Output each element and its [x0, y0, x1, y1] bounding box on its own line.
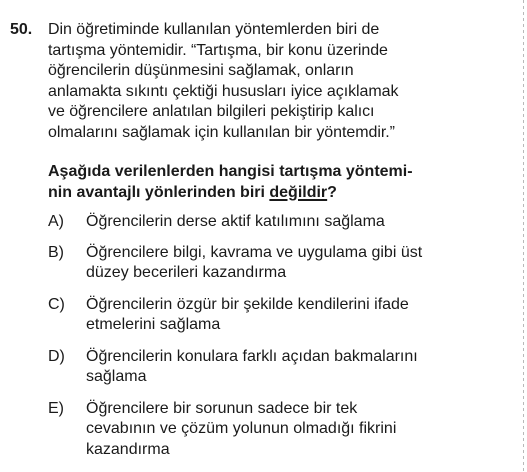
option-line: cevabının ve çözüm yolunun olmadığı fikrini — [86, 420, 397, 437]
option-text — [86, 347, 478, 388]
option-line: Öğrencilere bir sorunun sadece bir tek — [86, 399, 358, 417]
prompt-line: Aşağıda verilenlerden hangisi tartışma yöntemi- — [48, 163, 413, 180]
option-line: Öğrencilerin özgür bir şekilde kendilerini ifade — [86, 295, 409, 313]
option-line: etmelerini sağlama — [86, 316, 221, 333]
option-letter: D) — [48, 347, 65, 365]
option-letter: B) — [48, 243, 64, 261]
question-prompt — [48, 162, 468, 203]
option-letter: C) — [48, 295, 65, 313]
option-text — [86, 243, 478, 284]
option-line: Öğrencilerin derse aktif katılımını sağlama — [86, 213, 385, 230]
stem-line: anlamakta sıkıntı çektiği hususları iyice açıklamak — [48, 82, 399, 100]
option-line: düzey becerileri kazandırma — [86, 264, 287, 281]
option-line: sağlama — [86, 368, 147, 385]
stem-line: tartışma yöntemidir. “Tartışma, bir konu üzerinde — [48, 41, 388, 59]
option-text — [86, 212, 478, 233]
stem-line: olmalarını sağlamak için kullanılan bir yöntemdir.” — [48, 123, 395, 141]
stem-line: öğrencilerin düşünmesini sağlamak, onların — [48, 62, 354, 79]
option-letter: E) — [48, 399, 64, 417]
column-divider — [523, 0, 524, 472]
option-letter: A) — [48, 213, 64, 230]
prompt-text: nin avantajlı yönlerinden biri — [48, 183, 270, 201]
option-b[interactable] — [48, 243, 478, 284]
question-number: 50. — [10, 21, 33, 38]
option-text — [86, 399, 478, 461]
prompt-question-mark: ? — [327, 183, 337, 201]
option-line: kazandırma — [86, 440, 170, 458]
prompt-line — [48, 183, 468, 204]
option-a[interactable] — [48, 212, 478, 233]
stem-line: Din öğretiminde kullanılan yöntemlerden biri de — [48, 21, 380, 38]
option-d[interactable] — [48, 347, 478, 388]
stem-line: ve öğrencilere anlatılan bilgileri pekiştirip kalıcı — [48, 103, 375, 120]
option-line: Öğrencilere bilgi, kavrama ve uygulama gibi üst — [86, 243, 423, 261]
option-line: Öğrencilerin konulara farklı açıdan bakmalarını — [86, 347, 418, 365]
prompt-negation: değildir — [269, 183, 328, 201]
question-stem — [48, 20, 458, 143]
option-text — [86, 295, 478, 336]
option-c[interactable] — [48, 295, 478, 336]
option-e[interactable] — [48, 399, 478, 461]
answer-options — [48, 212, 478, 460]
